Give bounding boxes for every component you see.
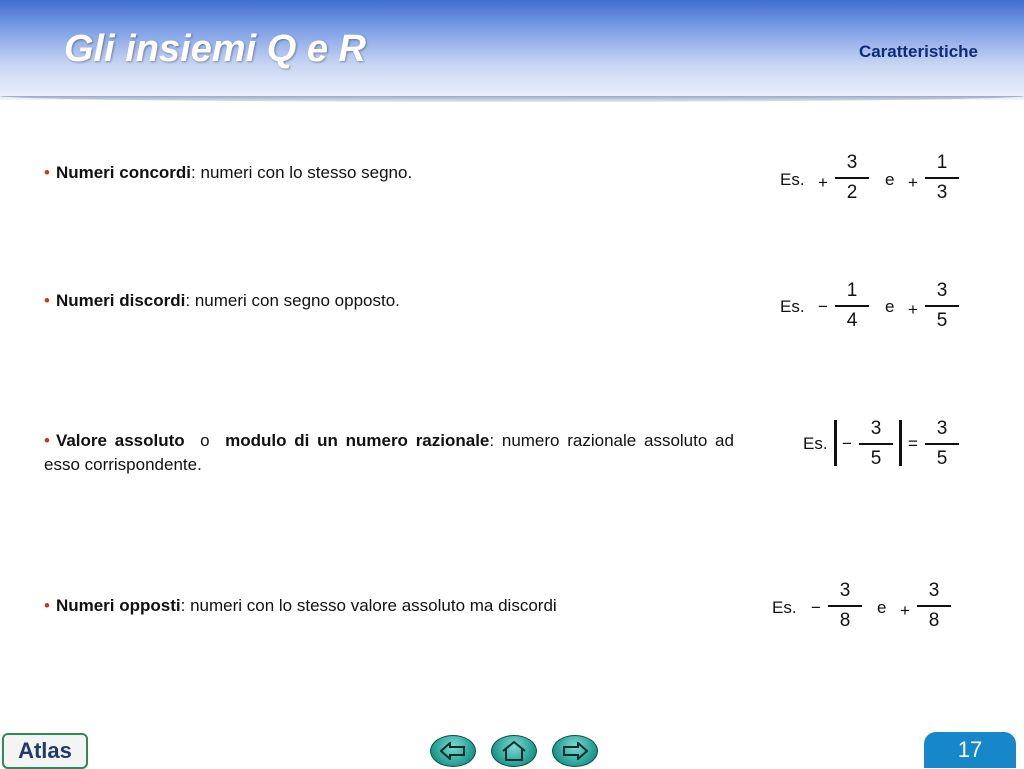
bullet-dot: • (44, 431, 50, 450)
page-number: 17 (924, 732, 1016, 768)
and-word: e (885, 297, 895, 316)
term: Numeri opposti (55, 596, 181, 615)
fraction (925, 151, 959, 205)
term: Numeri concordi (55, 163, 192, 182)
and-word: e (877, 598, 887, 617)
bullet-dot: • (44, 163, 50, 182)
sign: − (842, 434, 852, 453)
denominator: 3 (936, 182, 948, 203)
numerator: 1 (936, 152, 948, 173)
connector: o (200, 431, 210, 450)
sign: + (900, 601, 910, 620)
fraction (859, 417, 893, 471)
denominator: 5 (936, 448, 948, 469)
and-word: e (885, 170, 895, 189)
sign: − (811, 598, 821, 617)
logo-text: Atlas (18, 738, 72, 763)
fraction-bar (917, 605, 951, 607)
fraction (917, 579, 951, 633)
bullet-discordi (44, 289, 400, 313)
bullet-dot: • (44, 596, 50, 615)
term: Numeri discordi (55, 291, 186, 310)
denominator: 5 (870, 448, 882, 469)
es-label: Es. (772, 598, 797, 617)
sign: + (818, 173, 828, 192)
es-label: Es. (803, 434, 828, 453)
back-button[interactable] (430, 735, 476, 767)
fraction-bar (859, 443, 893, 445)
definition: : numeri con segno opposto. (185, 291, 400, 310)
arrow-left-icon (440, 742, 466, 760)
definition: : numero razionale assoluto ad esso corrispondente. (44, 431, 734, 474)
numerator: 3 (936, 280, 948, 301)
section-label: Caratteristiche (858, 42, 978, 61)
bullet-opposti (44, 594, 557, 618)
definition: : numeri con lo stesso valore assoluto ma discordi (180, 596, 557, 615)
es-label: Es. (780, 170, 805, 189)
numerator: 3 (928, 580, 940, 601)
fraction (925, 417, 959, 471)
numerator: 3 (936, 418, 948, 439)
denominator: 8 (839, 610, 851, 631)
es-label: Es. (780, 297, 805, 316)
equals-sign: = (908, 434, 918, 453)
header-divider (0, 96, 1024, 102)
home-button[interactable] (491, 735, 537, 767)
fraction-bar (835, 305, 869, 307)
abs-bar-right (899, 420, 902, 466)
fraction-bar (925, 443, 959, 445)
forward-button[interactable] (552, 735, 598, 767)
home-icon (501, 740, 527, 762)
slide-title: Gli insiemi Q e R (64, 28, 366, 70)
sign: + (908, 300, 918, 319)
atlas-logo (2, 733, 88, 769)
bullet-dot: • (44, 291, 50, 310)
definition: : numeri con lo stesso segno. (191, 163, 413, 182)
fraction (835, 279, 869, 333)
fraction-bar (925, 305, 959, 307)
numerator: 1 (846, 280, 858, 301)
abs-bar-left (834, 420, 837, 466)
numerator: 3 (870, 418, 882, 439)
denominator: 4 (846, 310, 858, 331)
fraction (925, 279, 959, 333)
fraction (835, 151, 869, 205)
numerator: 3 (846, 152, 858, 173)
bullet-valore-assoluto (44, 429, 734, 477)
term-2: modulo di un numero razionale (225, 431, 490, 450)
arrow-right-icon (562, 742, 588, 760)
numerator: 3 (839, 580, 851, 601)
sign: − (818, 297, 828, 316)
sign: + (908, 173, 918, 192)
term: Valore assoluto (55, 431, 185, 450)
fraction-bar (835, 177, 869, 179)
fraction-bar (925, 177, 959, 179)
denominator: 8 (928, 610, 940, 631)
denominator: 5 (936, 310, 948, 331)
bullet-concordi (44, 161, 412, 185)
fraction (828, 579, 862, 633)
denominator: 2 (846, 182, 858, 203)
fraction-bar (828, 605, 862, 607)
